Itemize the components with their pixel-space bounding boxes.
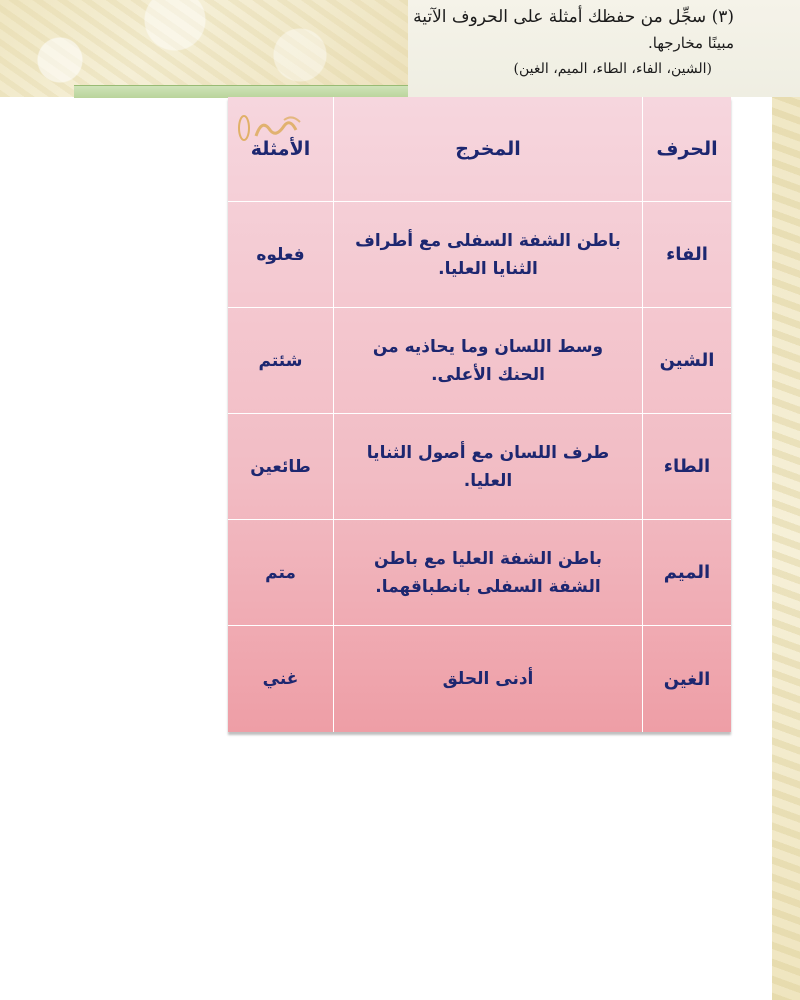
table-cell-letter: الطاء (643, 414, 731, 520)
header-letter: الحرف (643, 97, 731, 202)
decorative-pattern-top-left (0, 0, 408, 97)
table-cell-example: غني (228, 626, 334, 732)
table-cell-makhraj: أدنى الحلق (334, 626, 643, 732)
exercise-question (404, 4, 734, 82)
table-cell-letter: الميم (643, 520, 731, 626)
watermark-logo-icon (232, 108, 312, 148)
table-cell-makhraj: وسط اللسان وما يحاذيه من الحنك الأعلى. (334, 308, 643, 414)
table-cell-example: متم (228, 520, 334, 626)
table-cell-letter: الغين (663, 668, 711, 690)
question-line-2: مبينًا مخارجها. (647, 34, 734, 52)
decorative-pattern-right-strip (772, 97, 800, 1000)
table-cell-makhraj: باطن الشفة السفلى مع أطراف الثنايا العليا. (334, 202, 643, 308)
header-makhraj: المخرج (334, 97, 643, 202)
table-cell-example: طائعين (228, 414, 334, 520)
makharij-table (228, 97, 731, 732)
table-cell-makhraj: طرف اللسان مع أصول الثنايا العليا. (334, 414, 643, 520)
table-cell-makhraj: باطن الشفة العليا مع باطن الشفة السفلى بانطباقهما. (334, 520, 643, 626)
table-cell-example: شئتم (228, 308, 334, 414)
table-cell-letter: الفاء (643, 202, 731, 308)
table-cell-example: فعلوه (228, 202, 334, 308)
question-line-1: (٣) سجِّل من حفظك أمثلة على الحروف الآتية (413, 7, 734, 27)
question-line-3: (الشين، الفاء، الطاء، الميم، الغين) (513, 61, 712, 77)
table-cell-letter: الشين (643, 308, 731, 414)
header-examples: الأمثلة (228, 97, 334, 202)
